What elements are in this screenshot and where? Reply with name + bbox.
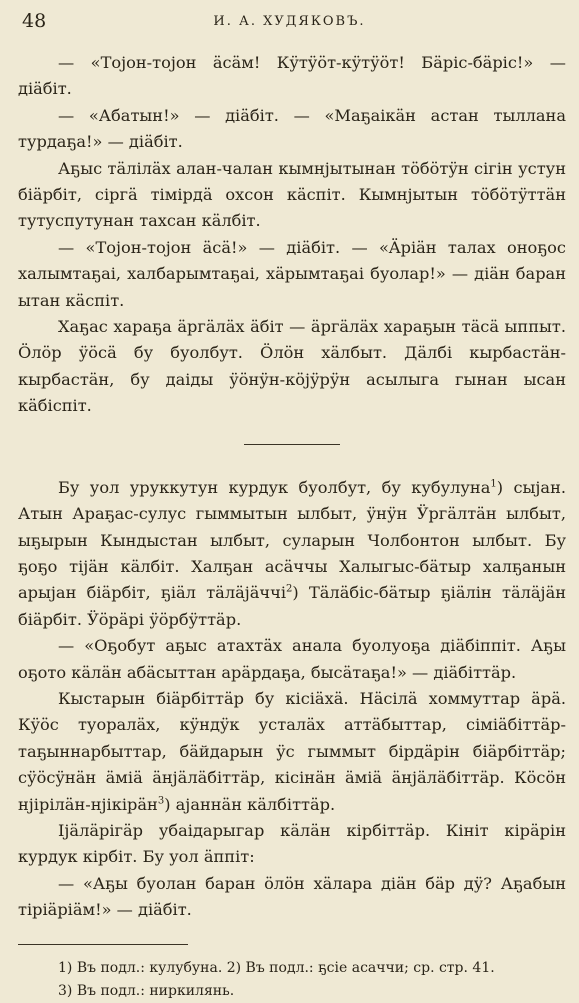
paragraph: — «Тојон-тојон äсä!» — дiäбiт. — «Äрiäн талах оноҕос халымтаҕаi, халбарымтаҕаi, хäрымтаҕаi буолар!» — дiäн баран ытан кäспiт. [18,237,566,310]
paragraph-text: ) Тäлäбiс-бäтыр ҕiäлiн тäлäјäн бiäрбiт. Ӱöрäрi ӱöрбӱттäр. [18,583,567,629]
paragraph: Хаҕас хараҕа äргäлäх äбiт — äргäлäх хараҕын тäсä ыппыт. Öлöр ӱöсä бу буолбут. Öлöн хäлбыт. Дäлбi кырбастäн-кырбастäн, бу даiды ӱöнӱн-кöјӱрӱн асылыга гынан ысан кäбiспiт. [18,317,566,416]
footnote-ref: 2 [286,583,293,595]
paragraph-text: Кыстарын бiäрбiттäр бу кiсiäхä. Нäсiлä хоммуттар äрä. Кӱöс туоралäх, кӱндӱк усталäх аттäбыттар, сiмiäбiттäр-таҕыннарбыттар, бäйдарын ӱс гыммыт бiрдäрiн бiäрбiттäр; сӱöсӱнäн äмiä äнјäлäбiттäр, кiсiнäн äмiä äнјäлäбiттäр. Кöсöн нјiрiлäн-нјiкiрäн [18,688,566,814]
paragraph-text: ) ајаннäн кäлбiттäр. [164,794,336,814]
paragraph [18,686,566,818]
section-separator [244,444,340,445]
paragraph: — «Аҕы буолан баран öлöн хäлара дiäн бäр дӱ? Аҕабын тiрiäрiäм!» — дiäбiт. [18,873,566,920]
page-header [0,10,579,38]
footnote-rule [18,944,188,945]
paragraph: — «Тојон-тојон äсäм! Кӱтӱöт-кӱтӱöт! Бäріс-бäріс!» — дiäбiт. [18,53,566,99]
footnote-ref: 1 [490,478,497,490]
paragraph: Аҕыс тäлiлäх алан-чалан кымнјытынан тöбöтӱн сiгiн устун бiäрбiт, сiргä тiмiрдä охсон кäспiт. Кымнјытын тöбöтӱттäн тутуспутунан тахсан кäлбiт. [18,158,566,231]
page-number: 48 [22,10,47,32]
paragraph: — «Абатын!» — дiäбiт. — «Маҕаiкäн астан тыллана турдаҕа!» — дiäбiт. [18,105,566,152]
paragraph [18,475,566,633]
running-title: И. А. ХУДЯКОВЪ. [213,14,366,29]
footnote-line: 1) Въ подл.: кулубуна. 2) Въ подл.: ҕсiе асаччи; ср. стр. 41. [58,959,495,976]
paragraph: Iјäлäрiгäр убаiдарыгар кäлäн кiрбiттäр. Кiнiт кiрäрiн курдук кiрбiт. Бу уол äппiт: [18,820,566,867]
page-body [18,50,566,1003]
footnote-ref: 3 [157,795,165,807]
paragraph-text: Бу уол уруккутун курдук буолбут, бу кубулуна [58,477,491,497]
paragraph-text: ) сыјан. Атын Араҕас-сулус гыммытын ылбыт, ӱнӱн Ӱргäлтäн ылбыт, ыҕырын Кындыстан ылбыт, суларын Чолбонтон ылбыт. Бу ҕоҕо тiјäн кäлбiт. Халҕан асäччы Халыгыс-бäтыр халҕанын арыјан бiäрбiт, ҕiäл тäлäјäччi [18,477,567,603]
paragraph: — «Оҕобут аҕыс атахтäх анала буолуоҕа дiäбiппiт. Аҕы оҕото кäлäн абäсыттан арäрдаҕа, бысäтаҕа!» — дiäбiттäр. [18,636,566,682]
footnote-line: 3) Въ подл.: ниркилянь. [58,982,235,999]
